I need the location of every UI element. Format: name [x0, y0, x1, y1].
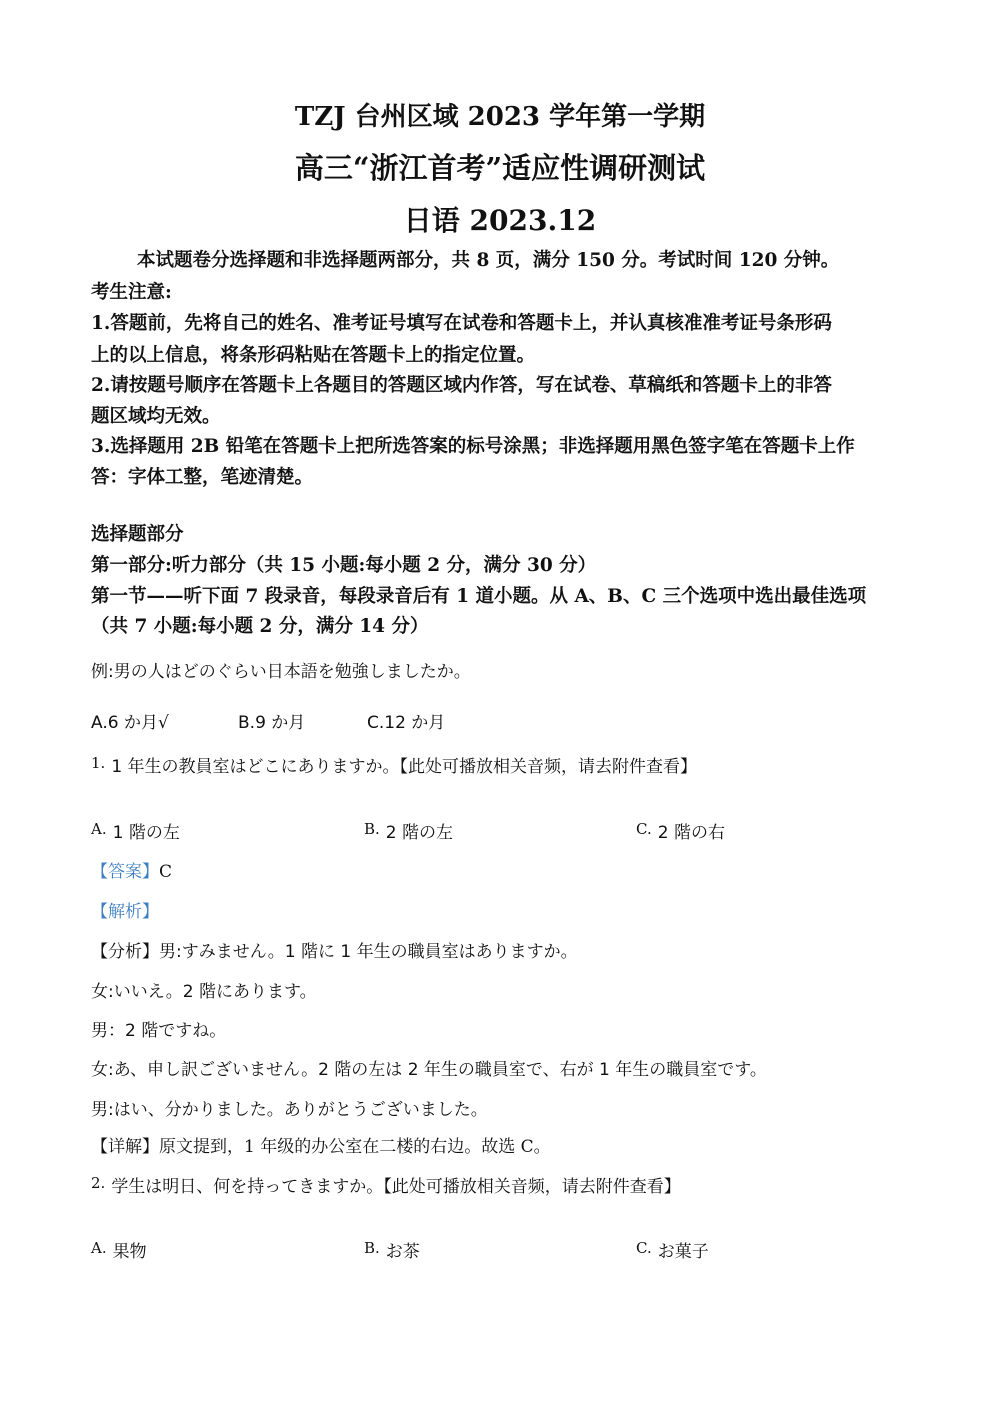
option-text: お茶 — [385, 1242, 420, 1262]
question-1 — [91, 752, 697, 777]
section-1-instruction-a: 第一节——听下面 7 段录音，每段录音后有 1 道小题。从 A、B、C 三个选项中选出最佳选项 — [91, 586, 867, 607]
q1-option-b — [364, 818, 453, 843]
q1-option-a — [91, 818, 180, 843]
notice-2b: 题区域均无效。 — [91, 406, 221, 427]
answer-value: C — [159, 862, 173, 882]
q1-answer — [91, 857, 172, 882]
option-text: 2 階の右 — [657, 823, 725, 843]
q1-analysis-tag: 【解析】 — [91, 902, 159, 922]
example-question: 例:男の人はどのぐらい日本語を勉強しましたか。 — [91, 662, 471, 682]
part-1-heading: 第一部分:听力部分（共 15 小题:每小题 2 分，满分 30 分） — [91, 555, 597, 576]
q2-option-c — [636, 1237, 709, 1262]
q1-transcript-2: 女:いいえ。2 階にあります。 — [91, 982, 317, 1002]
option-text: 1 階の左 — [112, 823, 180, 843]
question-text: 学生は明日、何を持ってきますか。 — [111, 1177, 384, 1197]
title-line-1: TZJ 台州区域 2023 学年第一学期 — [294, 102, 706, 132]
notice-1b: 上的以上信息，将条形码粘贴在答题卡上的指定位置。 — [91, 345, 536, 366]
audio-note: 【此处可播放相关音频，请去附件查看】 — [383, 1177, 681, 1197]
option-label: A. — [91, 820, 107, 838]
q1-detail: 【详解】原文提到，1 年级的办公室在二楼的右边。故选 C。 — [91, 1137, 551, 1157]
answer-tag: 【答案】 — [91, 862, 159, 882]
q1-transcript-5: 男:はい、分かりました。ありがとうございました。 — [91, 1100, 488, 1120]
option-label: C. — [636, 1239, 652, 1257]
section-1-instruction-b: （共 7 小题:每小题 2 分，满分 14 分） — [91, 616, 429, 637]
question-number: 2. — [91, 1174, 106, 1192]
title-line-2: 高三“浙江首考”适应性调研测试 — [294, 151, 706, 185]
example-option-b: B.9 か月 — [238, 713, 306, 733]
question-number: 1. — [91, 754, 106, 772]
audio-note: 【此处可播放相关音频，请去附件查看】 — [399, 757, 698, 777]
exam-summary: 本试题卷分选择题和非选择题两部分，共 8 页，满分 150 分。考试时间 120 分钟。 — [137, 250, 840, 271]
option-label: A. — [91, 1239, 107, 1257]
example-option-c: C.12 か月 — [367, 713, 446, 733]
option-label: C. — [636, 820, 652, 838]
q1-option-c — [636, 818, 725, 843]
option-label: B. — [364, 820, 380, 838]
question-text: 1 年生の教員室はどこにありますか。 — [111, 757, 400, 777]
q1-transcript-3: 男：2 階ですね。 — [91, 1021, 227, 1041]
option-text: 2 階の左 — [385, 823, 454, 843]
notice-2a: 2.请按题号顺序在答题卡上各题目的答题区域内作答，写在试卷、草稿纸和答题卡上的非答 — [91, 375, 832, 396]
q1-transcript-1: 【分析】男:すみません。1 階に 1 年生の職員室はありますか。 — [91, 942, 578, 962]
q2-option-b — [364, 1237, 420, 1262]
title-line-3: 日语 2023.12 — [403, 204, 597, 237]
notice-3b: 答：字体工整，笔迹清楚。 — [91, 467, 314, 488]
example-option-a: A.6 か月√ — [91, 713, 169, 733]
option-text: 果物 — [112, 1242, 147, 1262]
option-text: お菓子 — [657, 1242, 709, 1262]
option-label: B. — [364, 1239, 380, 1257]
notice-3a: 3.选择题用 2B 铅笔在答题卡上把所选答案的标号涂黑；非选择题用黑色签字笔在答题卡上作 — [91, 436, 855, 457]
notice-1a: 1.答题前，先将自己的姓名、准考证号填写在试卷和答题卡上，并认真核准准考证号条形码 — [91, 313, 832, 334]
q1-transcript-4: 女:あ、申し訳ございません。2 階の左は 2 年生の職員室で、右が 1 年生の職員室です。 — [91, 1060, 767, 1080]
notice-heading: 考生注意: — [91, 282, 172, 303]
question-2 — [91, 1172, 681, 1197]
part-heading: 选择题部分 — [91, 524, 184, 545]
q2-option-a — [91, 1237, 147, 1262]
